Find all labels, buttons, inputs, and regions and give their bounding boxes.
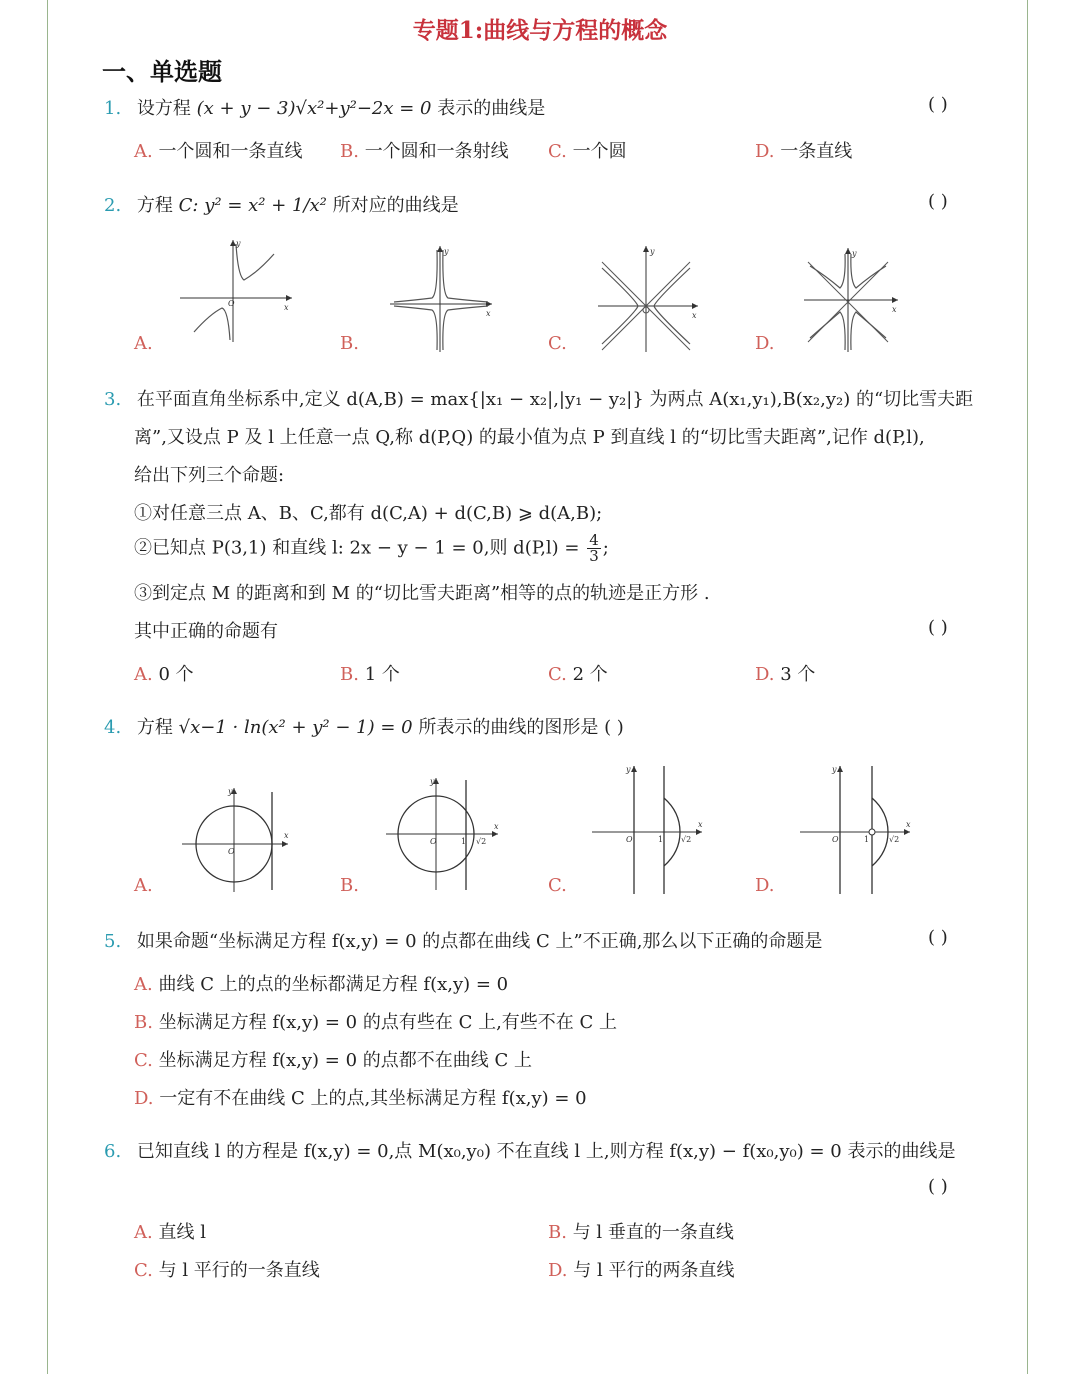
question-1 xyxy=(104,94,545,120)
graph-4d xyxy=(798,762,914,896)
axis-x-label: x xyxy=(892,305,897,314)
section-title: 一、单选题 xyxy=(102,58,222,86)
option-letter: D. xyxy=(755,875,775,896)
option-letter: D. xyxy=(755,333,775,354)
option-letter: B. xyxy=(134,1012,153,1033)
question-number: 5. xyxy=(104,931,122,952)
graph-2d xyxy=(802,244,902,354)
axis-x-label: x xyxy=(698,820,703,829)
option-3c xyxy=(548,660,608,686)
fraction-numerator: 4 xyxy=(589,531,599,549)
option-6b xyxy=(548,1218,734,1244)
origin-label: O xyxy=(626,835,633,844)
question-text: 已知直线 l 的方程是 f(x,y) = 0,点 M(x₀,y₀) 不在直线 l 上,则方程 f(x,y) − f(x₀,y₀) = 0 表示的曲线是 xyxy=(136,1141,956,1162)
tick-label-root2: √2 xyxy=(681,835,692,844)
axis-y-label: y xyxy=(650,247,655,256)
option-letter: A. xyxy=(134,333,153,354)
axis-y-label: y xyxy=(430,777,435,786)
tick-label-root2: √2 xyxy=(889,835,900,844)
option-letter: A. xyxy=(134,1222,153,1243)
option-text: 一个圆和一条直线 xyxy=(158,141,303,162)
graph-2c xyxy=(596,242,704,354)
graph-4c xyxy=(590,762,706,896)
proposition-2 xyxy=(134,533,609,564)
option-1b xyxy=(340,137,509,163)
question-text: 方程 xyxy=(136,195,173,216)
axis-x-label: x xyxy=(692,311,697,320)
option-letter: C. xyxy=(134,1260,153,1281)
axis-x-label: x xyxy=(284,303,289,312)
option-1c xyxy=(548,137,627,163)
graph-2b xyxy=(388,242,498,354)
proposition-1: ①对任意三点 A、B、C,都有 d(C,A) + d(C,B) ⩾ d(A,B); xyxy=(134,503,603,524)
option-letter: B. xyxy=(340,664,359,685)
question-formula: (x + y − 3)√x²+y²−2x = 0 xyxy=(196,98,432,119)
question-4 xyxy=(104,713,624,739)
option-4c xyxy=(548,875,567,896)
option-letter: B. xyxy=(340,875,359,896)
answer-paren: ( ) xyxy=(928,1176,948,1197)
axis-x-label: x xyxy=(906,820,911,829)
option-letter: D. xyxy=(548,1260,568,1281)
axis-y-label: y xyxy=(832,765,837,774)
option-text: 与 l 平行的两条直线 xyxy=(573,1260,735,1281)
proposition-3: ③到定点 M 的距离和到 M 的“切比雪夫距离”相等的点的轨迹是正方形 . xyxy=(134,583,710,604)
origin-label: O xyxy=(832,835,839,844)
question-number: 3. xyxy=(104,389,122,410)
option-2d xyxy=(755,333,775,354)
option-letter: A. xyxy=(134,141,153,162)
question-formula: C: y² = x² + 1/x² xyxy=(178,195,327,216)
option-text: 3 个 xyxy=(780,664,816,685)
option-text: 与 l 垂直的一条直线 xyxy=(572,1222,734,1243)
option-letter: A. xyxy=(134,875,153,896)
fraction-denominator: 3 xyxy=(589,547,599,565)
page-border-left xyxy=(47,0,48,1374)
graph-4b xyxy=(384,774,504,894)
tick-label-root2: √2 xyxy=(476,837,487,846)
question-2 xyxy=(104,191,459,217)
option-5d xyxy=(134,1084,587,1110)
option-letter: A. xyxy=(134,664,153,685)
fraction xyxy=(587,533,601,564)
question-3 xyxy=(104,385,973,411)
option-letter: B. xyxy=(548,1222,567,1243)
origin-label: O xyxy=(228,299,235,308)
option-6d xyxy=(548,1256,734,1282)
option-3b xyxy=(340,660,400,686)
question-3-line3: 给出下列三个命题: xyxy=(134,465,285,486)
answer-paren: ( ) xyxy=(928,94,948,115)
option-text: 坐标满足方程 f(x,y) = 0 的点有些在 C 上,有些不在 C 上 xyxy=(158,1012,618,1033)
option-letter: B. xyxy=(340,141,359,162)
axis-y-label: y xyxy=(228,787,233,796)
question-number: 6. xyxy=(104,1141,122,1162)
option-1a xyxy=(134,137,302,163)
question-formula: √x−1 · ln(x² + y² − 1) = 0 xyxy=(178,717,413,738)
option-4a xyxy=(134,875,153,896)
axis-y-label: y xyxy=(626,765,631,774)
option-text: 一个圆和一条射线 xyxy=(364,141,509,162)
option-letter: D. xyxy=(755,664,775,685)
option-2c xyxy=(548,333,567,354)
option-letter: D. xyxy=(134,1088,154,1109)
axis-x-label: x xyxy=(486,309,491,318)
question-3-ask: 其中正确的命题有 xyxy=(134,621,278,642)
option-4d xyxy=(755,875,775,896)
axis-y-label: y xyxy=(236,239,241,248)
question-number: 2. xyxy=(104,195,122,216)
graph-4a xyxy=(180,782,292,894)
option-6a xyxy=(134,1218,206,1244)
question-text: 所对应的曲线是 xyxy=(332,195,459,216)
tick-label-one: 1 xyxy=(461,837,467,846)
answer-paren: ( ) xyxy=(928,617,948,638)
option-text: 1 个 xyxy=(364,664,400,685)
option-letter: D. xyxy=(755,141,775,162)
question-text: 所表示的曲线的图形是 ( ) xyxy=(418,717,624,738)
option-5a xyxy=(134,970,508,996)
option-letter: B. xyxy=(340,333,359,354)
question-number: 1. xyxy=(104,98,122,119)
question-3-line2: 离”,又设点 P 及 l 上任意一点 Q,称 d(P,Q) 的最小值为点 P 到直线 l 的“切比雪夫距离”,记作 d(P,l), xyxy=(134,427,925,448)
tick-label-one: 1 xyxy=(658,835,664,844)
graph-2a xyxy=(178,236,298,346)
option-text: 坐标满足方程 f(x,y) = 0 的点都不在曲线 C 上 xyxy=(158,1050,532,1071)
page-border-right xyxy=(1027,0,1028,1374)
option-text: 直线 l xyxy=(158,1222,206,1243)
option-letter: C. xyxy=(548,664,567,685)
origin-label: O xyxy=(228,847,235,856)
option-letter: C. xyxy=(548,333,567,354)
option-text: 0 个 xyxy=(158,664,194,685)
question-6 xyxy=(104,1137,955,1163)
option-text: 一个圆 xyxy=(572,141,627,162)
question-text: 方程 xyxy=(136,717,173,738)
option-1d xyxy=(755,137,852,163)
option-text: 一定有不在曲线 C 上的点,其坐标满足方程 f(x,y) = 0 xyxy=(159,1088,587,1109)
axis-x-label: x xyxy=(494,822,499,831)
option-letter: C. xyxy=(548,875,567,896)
option-5b xyxy=(134,1008,617,1034)
proposition-text: ②已知点 P(3,1) 和直线 l: 2x − y − 1 = 0,则 d(P,l) = xyxy=(134,537,580,559)
option-text: 曲线 C 上的点的坐标都满足方程 f(x,y) = 0 xyxy=(158,974,509,995)
question-text: 在平面直角坐标系中,定义 d(A,B) = max{|x₁ − x₂|,|y₁ − y₂|} 为两点 A(x₁,y₁),B(x₂,y₂) 的“切比雪夫距 xyxy=(136,389,974,410)
proposition-text: ; xyxy=(602,537,609,559)
answer-paren: ( ) xyxy=(928,927,948,948)
option-text: 与 l 平行的一条直线 xyxy=(158,1260,320,1281)
tick-label-one: 1 xyxy=(864,835,870,844)
option-6c xyxy=(134,1256,320,1282)
option-letter: C. xyxy=(548,141,567,162)
axis-y-label: y xyxy=(852,249,857,258)
page-title: 专题1:曲线与方程的概念 xyxy=(412,17,668,44)
option-2a xyxy=(134,333,153,354)
option-4b xyxy=(340,875,359,896)
option-5c xyxy=(134,1046,532,1072)
option-3a xyxy=(134,660,194,686)
axis-y-label: y xyxy=(444,247,449,256)
question-text: 表示的曲线是 xyxy=(437,98,546,119)
question-text: 如果命题“坐标满足方程 f(x,y) = 0 的点都在曲线 C 上”不正确,那么以下正确的命题是 xyxy=(136,931,823,952)
option-letter: C. xyxy=(134,1050,153,1071)
option-letter: A. xyxy=(134,974,153,995)
option-text: 一条直线 xyxy=(780,141,853,162)
axis-x-label: x xyxy=(284,831,289,840)
question-number: 4. xyxy=(104,717,122,738)
option-text: 2 个 xyxy=(572,664,608,685)
origin-label: O xyxy=(430,837,437,846)
option-2b xyxy=(340,333,359,354)
question-text: 设方程 xyxy=(136,98,191,119)
answer-paren: ( ) xyxy=(928,191,948,212)
question-5 xyxy=(104,927,822,953)
option-3d xyxy=(755,660,815,686)
